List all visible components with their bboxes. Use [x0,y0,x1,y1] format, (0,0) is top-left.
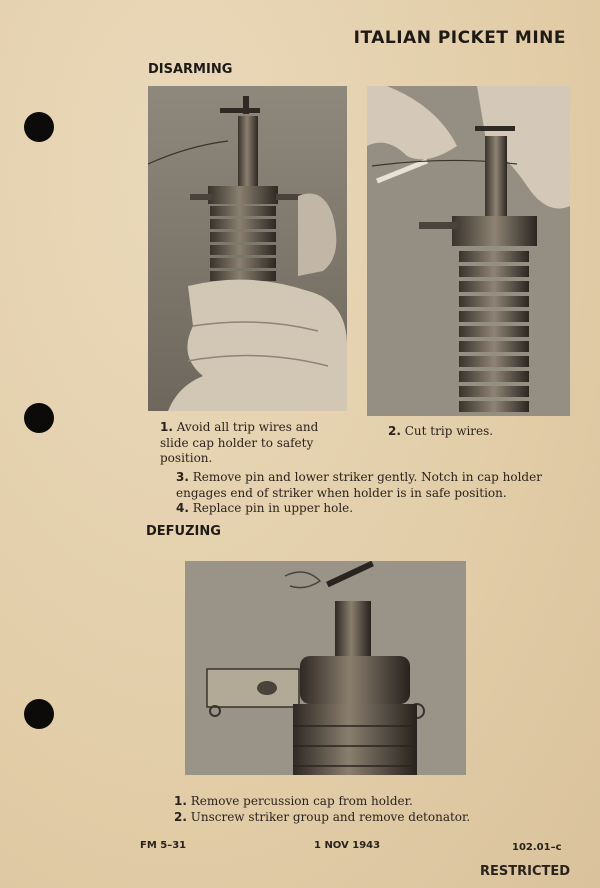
step-text: Cut trip wires. [404,424,494,438]
defuzing-step2-caption [174,810,564,826]
disarming-step1-caption [160,420,350,467]
binder-hole-bottom [24,699,54,729]
step-text: Remove pin and lower striker gently. Notch in cap holder engages end of striker when holder is in safe position. [176,470,542,500]
step-number: 1. [174,794,187,808]
step-number: 4. [176,501,189,515]
page-reference: 102.01–c [512,842,562,853]
defuzing-step1-caption [174,794,564,810]
disarming-step4-caption [176,501,571,517]
step-text: Replace pin in upper hole. [192,501,354,515]
manual-number: FM 5–31 [140,840,187,851]
disarming-step3-caption [176,470,571,501]
step-text: Unscrew striker group and remove detonator. [190,810,471,824]
classification-label: RESTRICTED [480,864,571,879]
step-number: 2. [388,424,401,438]
photo-disarming-step2 [367,86,570,416]
binder-hole-middle [24,403,54,433]
step-number: 1. [160,420,173,434]
binder-hole-top [24,112,54,142]
step-text: Remove percussion cap from holder. [190,794,413,808]
disarming-step2-caption [388,424,568,440]
step-number: 3. [176,470,189,484]
page-title: ITALIAN PICKET MINE [353,28,566,48]
disarming-heading: DISARMING [148,62,233,77]
photo-disarming-step1 [148,86,347,411]
photo-defuzing [185,561,466,775]
step-text: Avoid all trip wires and slide cap holder to safety position. [160,420,319,465]
step-number: 2. [174,810,187,824]
publication-date: 1 NOV 1943 [314,840,381,851]
defuzing-heading: DEFUZING [146,524,221,539]
